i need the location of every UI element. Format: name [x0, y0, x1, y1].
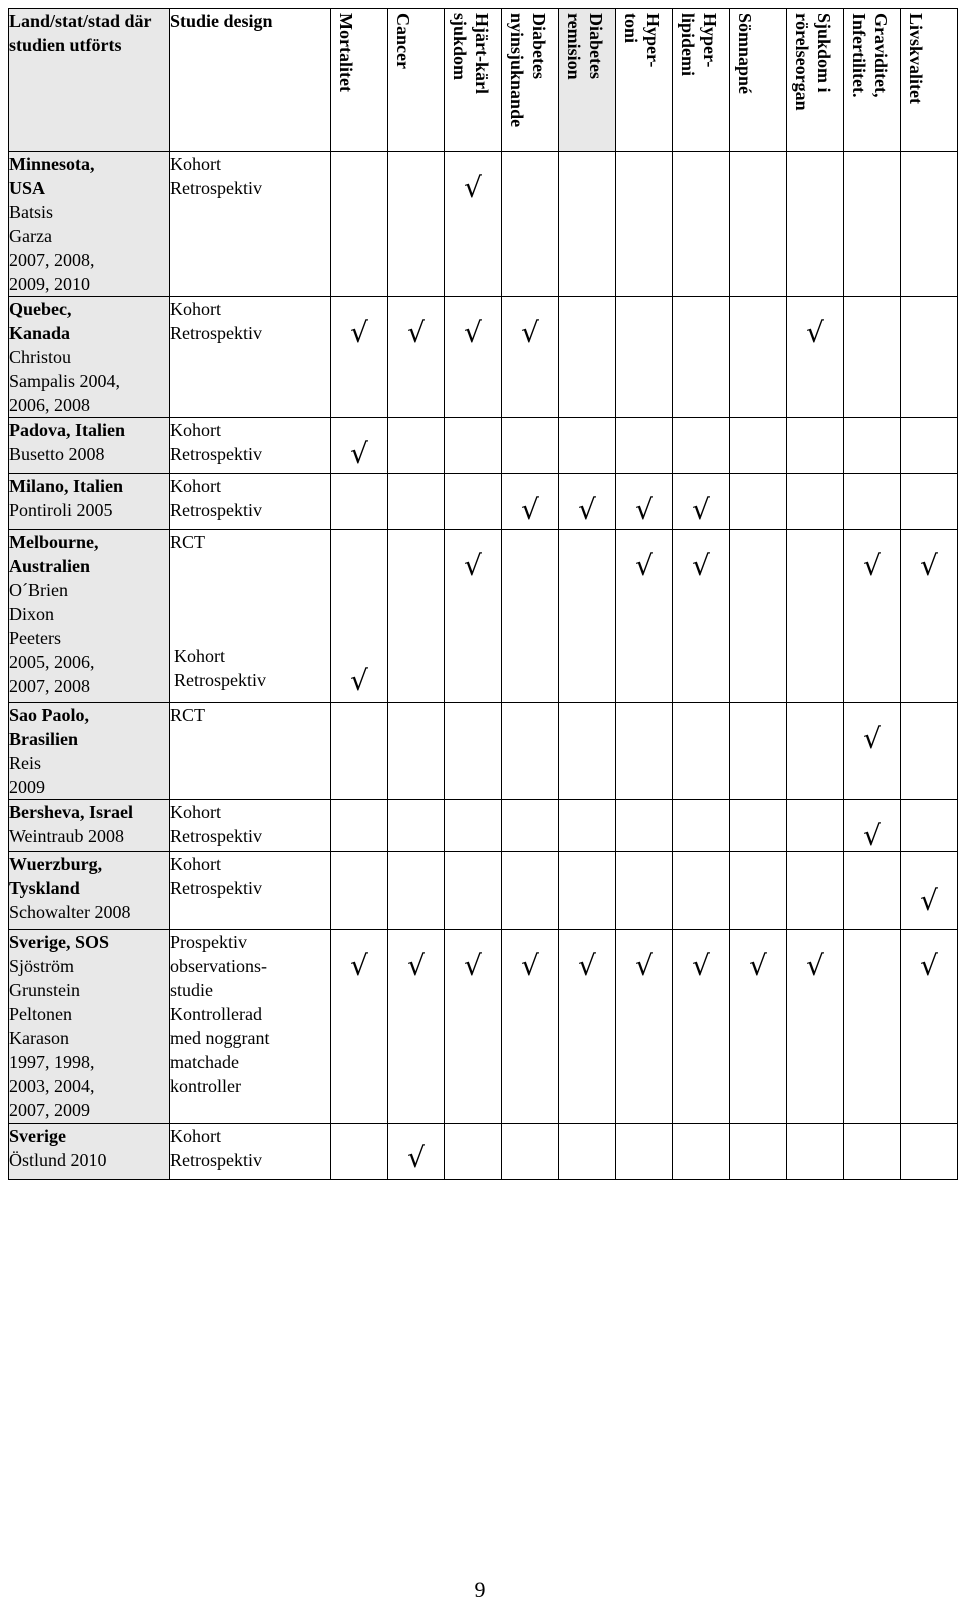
outcome-cell — [559, 1124, 616, 1180]
outcome-cell — [616, 418, 673, 474]
outcome-cell — [616, 703, 673, 800]
check-mark: √ — [407, 949, 425, 982]
outcome-cell — [559, 474, 616, 530]
study-location-cell — [9, 800, 170, 852]
outcome-cell — [844, 800, 901, 852]
outcome-label: Hjärt-kärl sjukdom — [450, 13, 492, 94]
check-mark: √ — [521, 493, 539, 526]
outcome-cell — [331, 930, 388, 1124]
check-mark: √ — [692, 549, 710, 582]
study-design: Kohort Retrospektiv — [170, 1126, 262, 1170]
study-design: RCT — [170, 705, 206, 725]
outcome-cell — [901, 1124, 958, 1180]
study-design: Kohort Retrospektiv — [170, 420, 262, 464]
study-authors: Sjöström Grunstein Peltonen Karason 1997, 1998, 2003, 2004, 2007, 2009 — [9, 956, 95, 1120]
check-mark: √ — [350, 316, 368, 349]
outcome-cell — [559, 530, 616, 703]
outcome-cell — [616, 930, 673, 1124]
outcome-cell — [673, 474, 730, 530]
outcome-cell — [445, 530, 502, 703]
outcome-cell — [388, 474, 445, 530]
outcome-cell — [559, 800, 616, 852]
outcome-cell — [445, 474, 502, 530]
study-design: Kohort Retrospektiv — [170, 154, 262, 198]
study-table — [8, 8, 958, 1180]
outcome-cell — [559, 930, 616, 1124]
outcome-cell — [787, 930, 844, 1124]
study-place: Sverige — [9, 1126, 66, 1146]
outcome-cell — [730, 418, 787, 474]
table-row — [9, 852, 958, 930]
outcome-cell — [673, 418, 730, 474]
outcome-cell — [388, 930, 445, 1124]
design-column-header: Studie design — [170, 9, 331, 152]
outcome-cell — [901, 930, 958, 1124]
outcome-header-sleep-apnea — [730, 9, 787, 152]
study-design: Kohort Retrospektiv — [170, 299, 262, 343]
outcome-cell — [673, 852, 730, 930]
study-design: Prospektiv observations- studie Kontrollerad med noggrant matchade kontroller — [170, 932, 270, 1096]
study-place: Wuerzburg, Tyskland — [9, 854, 103, 898]
study-location-cell — [9, 297, 170, 418]
outcome-cell — [331, 474, 388, 530]
table-row — [9, 418, 958, 474]
study-location-cell — [9, 530, 170, 703]
study-authors: O´Brien Dixon Peeters 2005, 2006, 2007, 2008 — [9, 580, 95, 696]
outcome-cell — [616, 152, 673, 297]
study-location-cell — [9, 418, 170, 474]
check-mark: √ — [578, 493, 596, 526]
outcome-cell — [559, 418, 616, 474]
outcome-cell — [388, 152, 445, 297]
outcome-cell — [673, 703, 730, 800]
outcome-cell — [901, 530, 958, 703]
table-row — [9, 703, 958, 800]
outcome-cell — [787, 530, 844, 703]
check-mark: √ — [464, 171, 482, 204]
outcome-header-diabetes-remission — [559, 9, 616, 152]
outcome-cell — [388, 530, 445, 703]
check-mark: √ — [464, 949, 482, 982]
outcome-cell — [331, 418, 388, 474]
check-mark: √ — [407, 316, 425, 349]
outcome-header-cardiovascular — [445, 9, 502, 152]
study-place: Padova, Italien — [9, 420, 126, 440]
outcome-cell — [502, 930, 559, 1124]
study-location-cell — [9, 152, 170, 297]
outcome-cell — [445, 297, 502, 418]
outcome-cell — [502, 800, 559, 852]
table-row — [9, 930, 958, 1124]
table-row — [9, 474, 958, 530]
check-mark: √ — [806, 949, 824, 982]
outcome-cell — [331, 152, 388, 297]
outcome-header-mortality — [331, 9, 388, 152]
outcome-cell — [787, 474, 844, 530]
outcome-cell — [673, 530, 730, 703]
outcome-label: Mortalitet — [336, 13, 356, 92]
outcome-label: Sömnapné — [735, 13, 755, 95]
outcome-cell — [730, 297, 787, 418]
outcome-cell — [787, 800, 844, 852]
outcome-cell — [673, 297, 730, 418]
outcome-cell — [844, 703, 901, 800]
check-mark: √ — [920, 884, 938, 917]
outcome-cell — [445, 800, 502, 852]
study-authors: Batsis Garza 2007, 2008, 2009, 2010 — [9, 202, 95, 294]
table-row — [9, 530, 958, 703]
study-design-cell — [170, 703, 331, 800]
study-place: Quebec, Kanada — [9, 299, 72, 343]
outcome-cell — [331, 800, 388, 852]
check-mark: √ — [692, 949, 710, 982]
study-place: Melbourne, Australien — [9, 532, 99, 576]
outcome-cell — [901, 800, 958, 852]
study-design-cell — [170, 297, 331, 418]
outcome-cell — [502, 852, 559, 930]
outcome-cell — [331, 1124, 388, 1180]
check-mark: √ — [407, 1141, 425, 1174]
outcome-cell — [730, 1124, 787, 1180]
check-mark: √ — [920, 949, 938, 982]
outcome-cell — [730, 852, 787, 930]
check-mark: √ — [863, 549, 881, 582]
outcome-cell — [616, 530, 673, 703]
study-design-cell — [170, 852, 331, 930]
study-design-cell — [170, 930, 331, 1124]
study-location-cell — [9, 852, 170, 930]
location-column-header: Land/stat/stad där studien utförts — [9, 9, 170, 152]
outcome-cell — [502, 418, 559, 474]
outcome-cell — [331, 297, 388, 418]
outcome-cell — [388, 800, 445, 852]
outcome-label: Hyper- toni — [621, 13, 663, 68]
study-design-cell — [170, 1124, 331, 1180]
study-location-cell — [9, 1124, 170, 1180]
study-design: Kohort Retrospektiv — [170, 854, 262, 898]
outcome-cell — [616, 1124, 673, 1180]
check-mark: √ — [578, 949, 596, 982]
outcome-cell — [730, 703, 787, 800]
check-mark: √ — [920, 549, 938, 582]
outcome-cell — [616, 800, 673, 852]
table-row — [9, 800, 958, 852]
outcome-cell — [502, 703, 559, 800]
table-row — [9, 152, 958, 297]
outcome-cell — [844, 530, 901, 703]
outcome-header-hyperlipidemia — [673, 9, 730, 152]
outcome-cell — [673, 1124, 730, 1180]
outcome-cell — [901, 852, 958, 930]
study-authors: Weintraub 2008 — [9, 826, 125, 846]
outcome-cell — [559, 852, 616, 930]
outcome-cell — [445, 152, 502, 297]
check-mark: √ — [863, 722, 881, 755]
outcome-cell — [901, 418, 958, 474]
study-authors: Reis 2009 — [9, 753, 45, 797]
outcome-cell — [901, 152, 958, 297]
study-place: Minnesota, USA — [9, 154, 95, 198]
outcome-cell — [844, 418, 901, 474]
outcome-cell — [787, 418, 844, 474]
study-authors: Schowalter 2008 — [9, 902, 131, 922]
outcome-cell — [844, 297, 901, 418]
outcome-cell — [445, 852, 502, 930]
study-authors: Pontiroli 2005 — [9, 500, 113, 520]
check-mark: √ — [464, 549, 482, 582]
check-mark: √ — [464, 316, 482, 349]
outcome-cell — [445, 418, 502, 474]
outcome-cell — [388, 852, 445, 930]
table-header-row — [9, 9, 958, 152]
study-design-cell — [170, 800, 331, 852]
study-location-cell — [9, 474, 170, 530]
study-place: Sao Paolo, Brasilien — [9, 705, 90, 749]
outcome-cell — [331, 530, 388, 703]
check-mark: √ — [521, 316, 539, 349]
outcome-cell — [730, 800, 787, 852]
outcome-cell — [502, 474, 559, 530]
outcome-cell — [502, 530, 559, 703]
check-mark: √ — [635, 949, 653, 982]
outcome-cell — [559, 297, 616, 418]
outcome-cell — [616, 852, 673, 930]
check-mark: √ — [692, 493, 710, 526]
study-design: Kohort Retrospektiv — [170, 802, 262, 846]
study-design: RCT — [170, 532, 206, 552]
check-mark: √ — [749, 949, 767, 982]
outcome-cell — [388, 703, 445, 800]
outcome-cell — [331, 703, 388, 800]
outcome-cell — [502, 152, 559, 297]
outcome-cell — [901, 474, 958, 530]
outcome-cell — [331, 852, 388, 930]
outcome-label: Diabetes remision — [564, 13, 606, 80]
study-place: Bersheva, Israel — [9, 802, 133, 822]
outcome-cell — [445, 1124, 502, 1180]
table-body — [9, 152, 958, 1180]
outcome-header-hypertension — [616, 9, 673, 152]
study-place: Sverige, SOS — [9, 932, 110, 952]
outcome-cell — [787, 703, 844, 800]
table-row — [9, 297, 958, 418]
outcome-cell — [673, 930, 730, 1124]
outcome-cell — [787, 852, 844, 930]
outcome-cell — [445, 703, 502, 800]
outcome-label: Graviditet, Infertilitet. — [849, 13, 891, 98]
outcome-cell — [730, 930, 787, 1124]
outcome-label: Livskvalitet — [906, 13, 926, 105]
study-authors: Christou Sampalis 2004, 2006, 2008 — [9, 347, 120, 415]
outcome-header-pregnancy-infertility — [844, 9, 901, 152]
outcome-cell — [616, 474, 673, 530]
outcome-cell — [445, 930, 502, 1124]
outcome-cell — [787, 152, 844, 297]
table-row — [9, 1124, 958, 1180]
check-mark: √ — [350, 437, 368, 470]
outcome-cell — [559, 152, 616, 297]
outcome-cell — [730, 474, 787, 530]
outcome-cell — [901, 703, 958, 800]
study-design-cell — [170, 530, 331, 703]
outcome-cell — [844, 930, 901, 1124]
outcome-label: Diabetes nyinsjuknande — [507, 13, 549, 128]
outcome-cell — [388, 418, 445, 474]
check-mark: √ — [806, 316, 824, 349]
outcome-cell — [844, 474, 901, 530]
check-mark: √ — [635, 549, 653, 582]
outcome-cell — [559, 703, 616, 800]
check-mark: √ — [350, 949, 368, 982]
outcome-cell — [844, 1124, 901, 1180]
outcome-header-musculoskeletal — [787, 9, 844, 152]
study-place: Milano, Italien — [9, 476, 124, 496]
check-mark: √ — [521, 949, 539, 982]
outcome-cell — [787, 1124, 844, 1180]
study-authors: Östlund 2010 — [9, 1150, 107, 1170]
outcome-label: Cancer — [393, 13, 413, 69]
outcome-cell — [388, 1124, 445, 1180]
study-design-cell — [170, 418, 331, 474]
outcome-cell — [673, 800, 730, 852]
check-mark: √ — [350, 664, 368, 697]
outcome-header-cancer — [388, 9, 445, 152]
outcome-cell — [844, 152, 901, 297]
study-location-cell — [9, 930, 170, 1124]
outcome-cell — [901, 297, 958, 418]
outcome-cell — [730, 530, 787, 703]
outcome-cell — [502, 297, 559, 418]
study-design-secondary: Kohort Retrospektiv — [174, 646, 266, 690]
study-authors: Busetto 2008 — [9, 444, 105, 464]
outcome-cell — [787, 297, 844, 418]
outcome-cell — [730, 152, 787, 297]
outcome-cell — [502, 1124, 559, 1180]
outcome-cell — [673, 152, 730, 297]
study-location-cell — [9, 703, 170, 800]
outcome-label: Hyper- lipidemi — [678, 13, 720, 77]
check-mark: √ — [635, 493, 653, 526]
study-design-cell — [170, 474, 331, 530]
outcome-cell — [388, 297, 445, 418]
outcome-header-diabetes-incidence — [502, 9, 559, 152]
outcome-cell — [616, 297, 673, 418]
check-mark: √ — [863, 819, 881, 852]
page-number: 9 — [474, 1577, 486, 1602]
study-design: Kohort Retrospektiv — [170, 476, 262, 520]
outcome-header-quality-of-life — [901, 9, 958, 152]
study-design-cell — [170, 152, 331, 297]
outcome-label: Sjukdom i rörelseorgan — [792, 13, 834, 111]
outcome-cell — [844, 852, 901, 930]
